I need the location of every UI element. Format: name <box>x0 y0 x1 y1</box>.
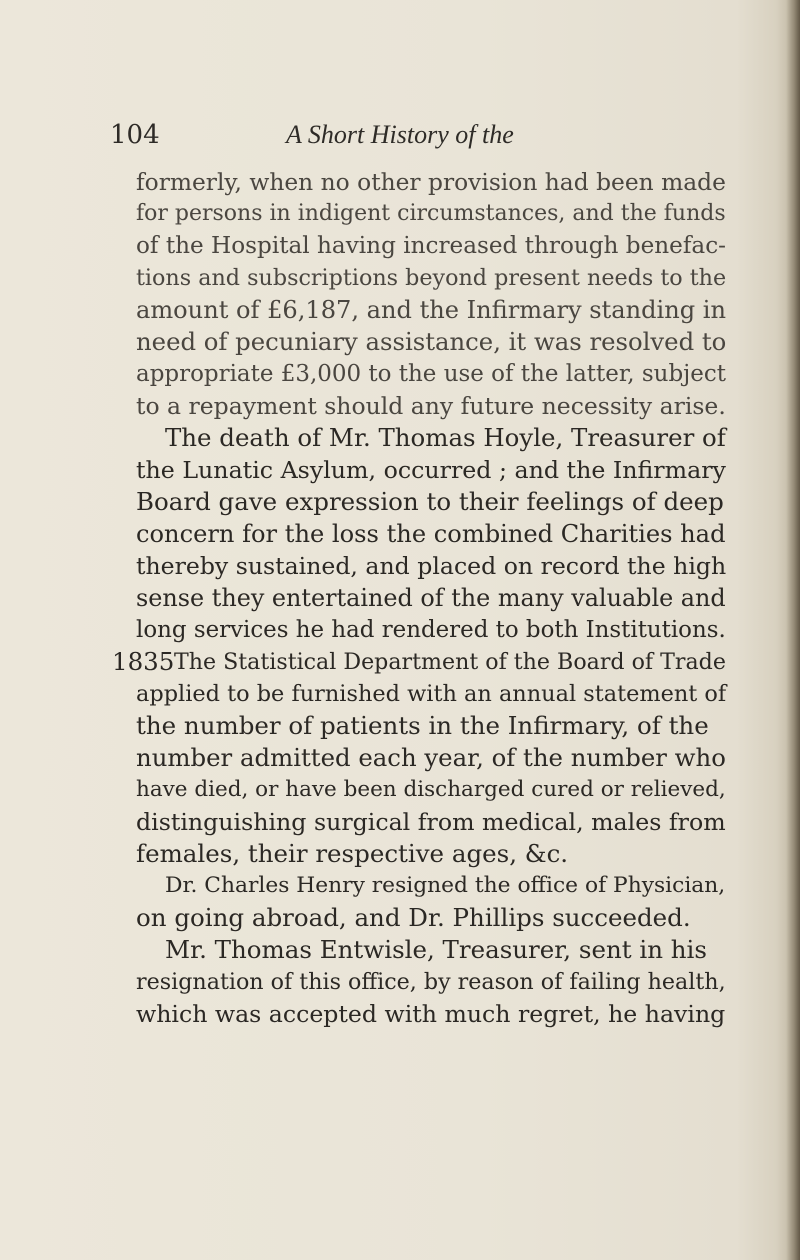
text-line: thereby sustained, and placed on record the high <box>136 552 727 580</box>
text-line: applied to be furnished with an annual statement of <box>136 681 727 707</box>
margin-date: 1835 <box>112 647 175 676</box>
text-line: number admitted each year, of the number who <box>136 743 726 772</box>
page-number: 104 <box>110 120 160 150</box>
text-line: on going abroad, and Dr. Phillips succeeded. <box>136 903 691 932</box>
text-line: need of pecuniary assistance, it was resolved to <box>136 327 727 356</box>
text-line: Dr. Charles Henry resigned the office of Physician, <box>165 873 726 898</box>
text-line: of the Hospital having increased through benefac- <box>136 233 726 259</box>
text-line: for persons in indigent circumstances, and the funds <box>136 201 726 226</box>
text-line: long services he had rendered to both Institutions. <box>136 617 726 643</box>
text-line: The death of Mr. Thomas Hoyle, Treasurer of <box>165 423 726 452</box>
text-line: tions and subscriptions beyond present needs to the <box>136 265 727 291</box>
text-line: resignation of this office, by reason of failing health, <box>136 969 726 995</box>
page-edge-shadow <box>786 0 800 1260</box>
text-line: concern for the loss the combined Charities had <box>136 520 726 548</box>
text-line: sense they entertained of the many valuable and <box>136 584 726 612</box>
page-header <box>110 120 730 160</box>
text-line: Mr. Thomas Entwisle, Treasurer, sent in his <box>165 935 707 964</box>
text-line: formerly, when no other provision had been made <box>136 168 726 196</box>
text-line: to a repayment should any future necessity arise. <box>136 392 726 420</box>
text-line: amount of £6,187, and the Infirmary standing in <box>136 296 726 324</box>
running-title: A Short History of the <box>286 120 514 149</box>
text-line: distinguishing surgical from medical, males from <box>136 808 726 836</box>
text-line: Board gave expression to their feelings of deep <box>136 487 724 516</box>
text-line: which was accepted with much regret, he having <box>136 1000 726 1028</box>
text-line: have died, or have been discharged cured or relieved, <box>136 777 726 802</box>
text-line: The Statistical Department of the Board of Trade <box>174 649 726 675</box>
text-line: the number of patients in the Infirmary, of the <box>136 711 709 740</box>
text-line: females, their respective ages, &c. <box>136 839 569 868</box>
text-line: the Lunatic Asylum, occurred ; and the Infirmary <box>136 456 726 484</box>
text-line: appropriate £3,000 to the use of the latter, subject <box>136 361 726 387</box>
